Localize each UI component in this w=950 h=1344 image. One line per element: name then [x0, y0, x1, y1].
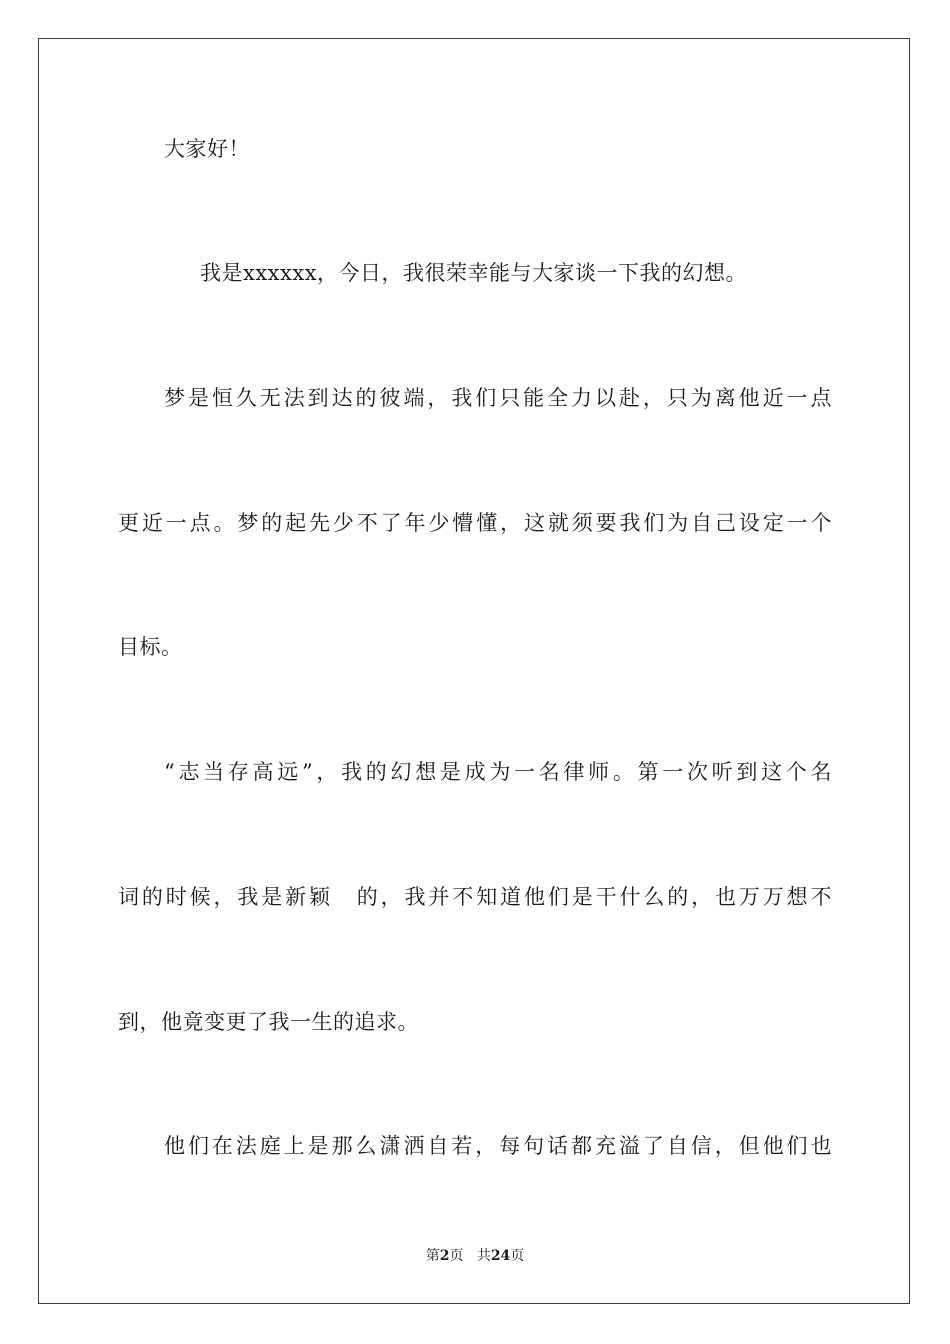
- paragraph-line: 他们在法庭上是那么潇洒自若，每句话都充溢了自信，但他们也: [164, 1134, 832, 1158]
- paragraph-line: 目标。: [118, 635, 183, 659]
- paragraph-line: 更近一点。梦的起先少不了年少懵懂，这就须要我们为自己设定一个: [118, 511, 832, 535]
- total-pages: 24: [490, 1248, 511, 1264]
- paragraph-line: 到，他竟变更了我一生的追求。: [118, 1010, 419, 1034]
- paragraph-line: “志当存高远”，我的幻想是成为一名律师。第一次听到这个名: [164, 760, 832, 784]
- page-prefix: 第: [425, 1248, 440, 1264]
- paragraph-line: 梦是恒久无法到达的彼端，我们只能全力以赴，只为离他近一点: [164, 386, 832, 410]
- greeting-line: 大家好！: [164, 137, 250, 161]
- total-suffix: 页: [510, 1248, 525, 1264]
- intro-line: 我是xxxxxx，今日，我很荣幸能与大家谈一下我的幻想。: [200, 261, 748, 285]
- total-prefix: 共: [476, 1248, 491, 1264]
- page-number: 2: [439, 1248, 450, 1264]
- page-suffix: 页: [449, 1248, 464, 1264]
- page-border: [38, 38, 910, 1304]
- page-footer: [0, 1247, 950, 1265]
- paragraph-line: 词的时候，我是新颖 的，我并不知道他们是干什么的，也万万想不: [118, 885, 832, 909]
